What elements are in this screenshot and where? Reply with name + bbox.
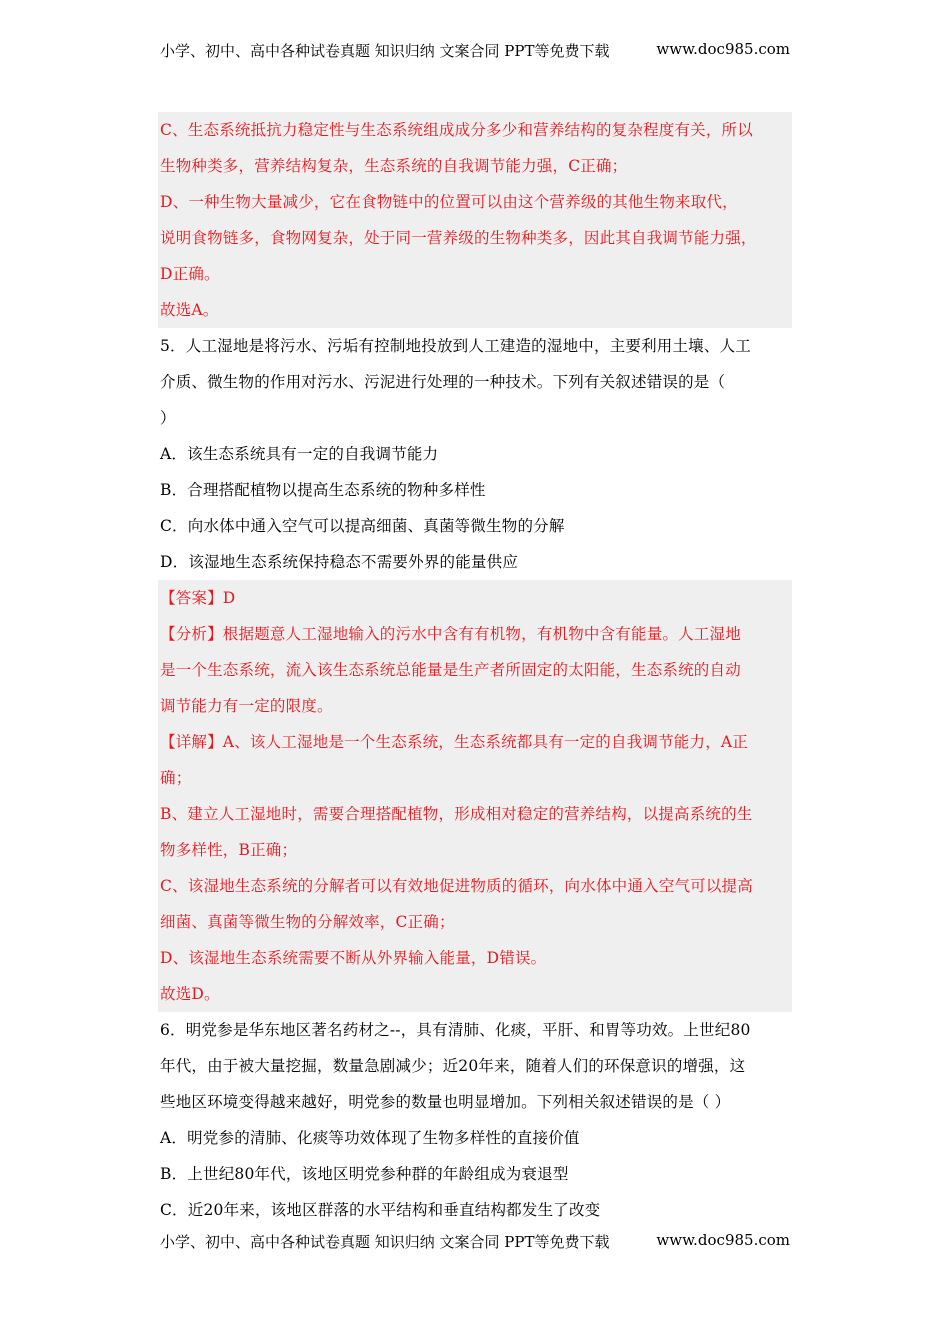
question-5-stem: ） [160,409,176,427]
question-6-stem: 6．明党参是华东地区著名药材之--，具有清肺、化痰，平肝、和胃等功效。上世纪80 [160,1021,751,1039]
page-footer [160,1231,790,1252]
option-a: A．明党参的清肺、化痰等功效体现了生物多样性的直接价值 [160,1129,580,1147]
question-6-stem: 些地区环境变得越来越好，明党参的数量也明显增加。下列相关叙述错误的是（ ） [160,1093,731,1111]
option-c: C．向水体中通入空气可以提高细菌、真菌等微生物的分解 [160,517,565,535]
conclusion-line: 故选D。 [160,985,220,1003]
text-line: 故选A。 [160,301,219,319]
text-line: 说明食物链多，食物网复杂，处于同一营养级的生物种类多，因此其自我调节能力强， [160,229,757,247]
option-b: B．上世纪80年代，该地区明党参种群的年龄组成为衰退型 [160,1165,569,1183]
footer-url: www.doc985.com [656,1231,790,1249]
detail-line: B、建立人工湿地时，需要合理搭配植物，形成相对稳定的营养结构，以提高系统的生 [160,805,753,823]
text-line: D、一种生物大量减少，它在食物链中的位置可以由这个营养级的其他生物来取代， [160,193,738,211]
question-5-stem: 介质、微生物的作用对污水、污泥进行处理的一种技术。下列有关叙述错误的是（ [160,373,726,391]
text-line: 生物种类多，营养结构复杂，生态系统的自我调节能力强，C正确； [160,157,628,175]
answer-line: 【答案】D [160,589,236,607]
explanation-block-q4 [158,112,792,328]
footer-left-text: 小学、初中、高中各种试卷真题 知识归纳 文案合同 PPT等免费下载 [160,1233,610,1251]
question-6-stem: 年代，由于被大量挖掘，数量急剧减少；近20年来，随着人们的环保意识的增强，这 [160,1057,746,1075]
header-left-text: 小学、初中、高中各种试卷真题 知识归纳 文案合同 PPT等免费下载 [160,42,610,60]
detail-line: D、该湿地生态系统需要不断从外界输入能量，D错误。 [160,949,547,967]
text-line: D正确。 [160,265,220,283]
detail-line: 物多样性，B正确； [160,841,298,859]
option-b: B．合理搭配植物以提高生态系统的物种多样性 [160,481,486,499]
detail-line: 确； [160,769,192,787]
analysis-line: 调节能力有一定的限度。 [160,697,333,715]
option-a: A．该生态系统具有一定的自我调节能力 [160,445,439,463]
document-body [160,112,790,1228]
page-header [160,40,790,61]
explanation-block-q5 [158,580,792,1012]
detail-line: 【详解】A、该人工湿地是一个生态系统，生态系统都具有一定的自我调节能力，A正 [160,733,748,751]
question-5-stem: 5．人工湿地是将污水、污垢有控制地投放到人工建造的湿地中，主要利用土壤、人工 [160,337,751,355]
option-d: D．该湿地生态系统保持稳态不需要外界的能量供应 [160,553,519,571]
detail-line: 细菌、真菌等微生物的分解效率，C正确； [160,913,455,931]
question-6 [160,1012,790,1228]
header-url: www.doc985.com [656,40,790,58]
question-5 [160,328,790,580]
analysis-line: 是一个生态系统，流入该生态系统总能量是生产者所固定的太阳能，生态系统的自动 [160,661,741,679]
option-c: C．近20年来，该地区群落的水平结构和垂直结构都发生了改变 [160,1201,601,1219]
analysis-line: 【分析】根据题意人工湿地输入的污水中含有有机物，有机物中含有能量。人工湿地 [160,625,741,643]
text-line: C、生态系统抵抗力稳定性与生态系统组成成分多少和营养结构的复杂程度有关，所以 [160,121,753,139]
detail-line: C、该湿地生态系统的分解者可以有效地促进物质的循环，向水体中通入空气可以提高 [160,877,753,895]
